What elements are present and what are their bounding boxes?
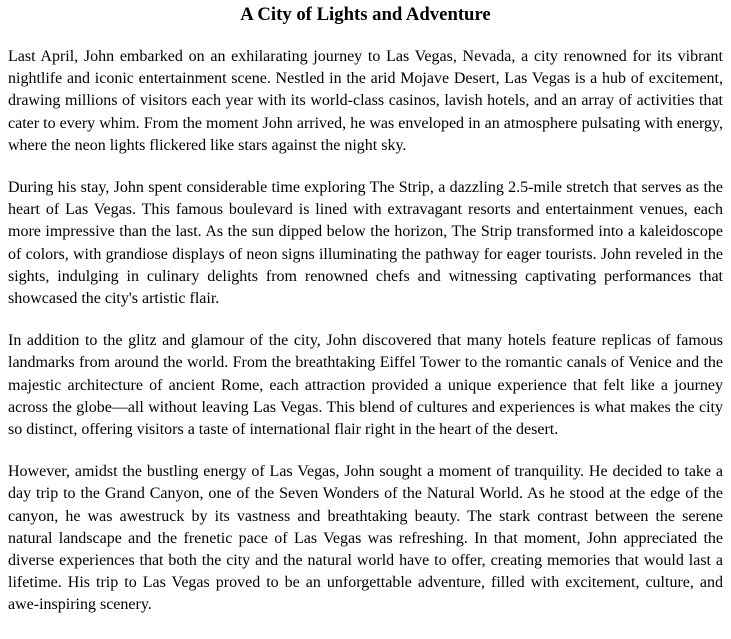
article-paragraph-3: In addition to the glitz and glamour of the city, John discovered that many hotels feature replicas of famous landmarks from around the world. From the breathtaking Eiffel Tower to the romantic canals of Venice and the majestic architecture of ancient Rome, each attraction provided a unique experience that felt like a journey across the globe—all without leaving Las Vegas. This blend of cultures and experiences is what makes the city so distinct, offering visitors a taste of international flair right in the heart of the desert.	[8, 332, 723, 439]
article-paragraph-4: However, amidst the bustling energy of Las Vegas, John sought a moment of tranquility. He decided to take a day trip to the Grand Canyon, one of the Seven Wonders of the Natural World. As he stood at the edge of the canyon, he was awestruck by its vastness and breathtaking beauty. The stark contrast between the serene natural landscape and the frenetic pace of Las Vegas was refreshing. In that moment, John appreciated the diverse experiences that both the city and the natural world have to offer, creating memories that would last a lifetime. His trip to Las Vegas proved to be an unforgettable adventure, filled with excitement, culture, and awe-inspiring scenery.	[8, 463, 723, 614]
article-paragraph-1: Last April, John embarked on an exhilarating journey to Las Vegas, Nevada, a city renowned for its vibrant nightlife and iconic entertainment scene. Nestled in the arid Mojave Desert, Las Vegas is a hub of excitement, drawing millions of visitors each year with its world-class casinos, lavish hotels, and an array of activities that cater to every whim. From the moment John arrived, he was enveloped in an atmosphere pulsating with energy, where the neon lights flickered like stars against the night sky.	[8, 48, 723, 154]
article-paragraph-2: During his stay, John spent considerable time exploring The Strip, a dazzling 2.5-mile stretch that serves as the heart of Las Vegas. This famous boulevard is lined with extravagant resorts and entertainment venues, each more impressive than the last. As the sun dipped below the horizon, The Strip transformed into a kaleidoscope of colors, with grandiose displays of neon signs illuminating the pathway for eager tourists. John reveled in the sights, indulging in culinary delights from renowned chefs and witnessing captivating performances that showcased the city's artistic flair.	[8, 179, 723, 308]
article-title: A City of Lights and Adventure	[240, 4, 491, 25]
